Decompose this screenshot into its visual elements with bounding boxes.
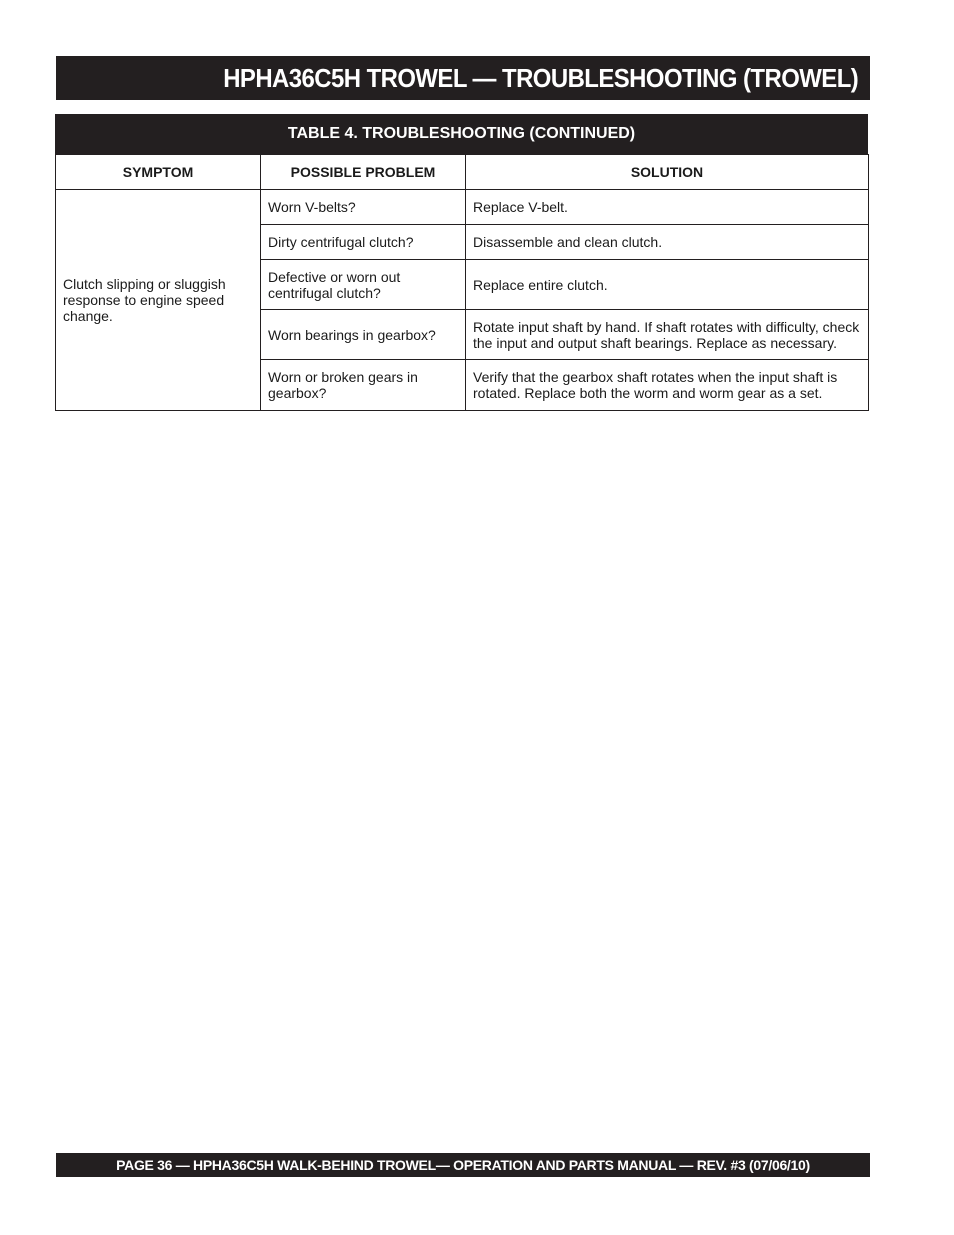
page-footer-bar — [56, 1153, 870, 1177]
table-header-row — [56, 155, 869, 190]
solution-cell: Replace V-belt. — [466, 190, 869, 225]
problem-cell: Worn bearings in gearbox? — [261, 310, 466, 360]
page-header-bar — [56, 56, 870, 100]
footer-text: PAGE 36 — HPHA36C5H WALK-BEHIND TROWEL— OPERATION AND PARTS MANUAL — REV. #3 (07/06/10) — [116, 1157, 810, 1173]
column-header-symptom: SYMPTOM — [56, 155, 261, 190]
symptom-cell: Clutch slipping or sluggish response to engine speed change. — [56, 190, 261, 411]
troubleshooting-table-container — [55, 114, 868, 411]
problem-cell: Worn or broken gears in gearbox? — [261, 360, 466, 411]
solution-cell: Verify that the gearbox shaft rotates when the input shaft is rotated. Replace both the worm and worm gear as a set. — [466, 360, 869, 411]
page-title: HPHA36C5H TROWEL — TROUBLESHOOTING (TROWEL) — [223, 62, 858, 93]
troubleshooting-table — [55, 154, 869, 411]
problem-cell: Defective or worn out centrifugal clutch? — [261, 260, 466, 310]
solution-cell: Rotate input shaft by hand. If shaft rotates with difficulty, check the input and output shaft bearings. Replace as necessary. — [466, 310, 869, 360]
table-caption: TABLE 4. TROUBLESHOOTING (CONTINUED) — [55, 114, 868, 154]
column-header-possible-problem: POSSIBLE PROBLEM — [261, 155, 466, 190]
problem-cell: Dirty centrifugal clutch? — [261, 225, 466, 260]
column-header-solution: SOLUTION — [466, 155, 869, 190]
solution-cell: Replace entire clutch. — [466, 260, 869, 310]
table-row — [56, 190, 869, 225]
problem-cell: Worn V-belts? — [261, 190, 466, 225]
solution-cell: Disassemble and clean clutch. — [466, 225, 869, 260]
